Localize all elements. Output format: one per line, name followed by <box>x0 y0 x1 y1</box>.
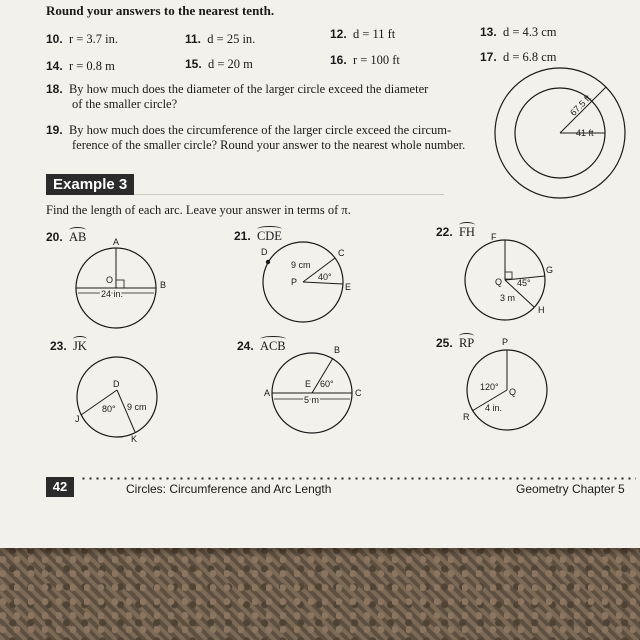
svg-text:H: H <box>538 305 545 315</box>
footer-dotted-rule <box>80 477 636 480</box>
svg-text:45°: 45° <box>517 278 531 288</box>
inner-radius-label: 41 ft <box>576 128 594 138</box>
outer-radius-label: 67.5 ft <box>568 92 593 118</box>
svg-text:3 m: 3 m <box>500 293 516 303</box>
question-19: 19. By how much does the circumference of the larger circle exceed the circum- <box>46 123 452 137</box>
footer-title: Circles: Circumference and Arc Length <box>126 482 332 496</box>
svg-text:B: B <box>334 345 341 355</box>
svg-text:B: B <box>160 280 167 290</box>
svg-text:Q: Q <box>495 277 503 287</box>
figure-21 <box>255 242 365 332</box>
problem-11: 11. d = 25 in. <box>185 32 256 46</box>
arc-problem-24: 24. ACB <box>237 339 286 353</box>
concentric-circles-figure <box>490 70 630 210</box>
example-instruction: Find the length of each arc. Leave your answer in terms of π. <box>46 203 351 217</box>
svg-text:4 in.: 4 in. <box>485 403 503 413</box>
svg-text:O: O <box>106 275 114 285</box>
svg-text:9 cm: 9 cm <box>127 402 147 412</box>
svg-text:A: A <box>264 388 271 398</box>
svg-text:E: E <box>345 282 352 292</box>
svg-text:E: E <box>305 379 312 389</box>
svg-text:G: G <box>546 265 554 275</box>
svg-text:120°: 120° <box>480 382 499 392</box>
arc-problem-25: 25. RP <box>436 336 475 350</box>
svg-text:K: K <box>131 434 138 444</box>
question-18-line2: of the smaller circle? <box>72 97 178 111</box>
arc-problem-22: 22. FH <box>436 225 475 239</box>
figure-23 <box>75 350 165 445</box>
problem-13: 13. d = 4.3 cm <box>480 25 557 39</box>
figure-25 <box>460 337 560 435</box>
arc-problem-21: 21. CDE <box>234 229 282 243</box>
svg-text:C: C <box>338 248 345 258</box>
svg-text:A: A <box>113 237 120 247</box>
figure-24 <box>262 345 372 435</box>
arc-problem-23: 23. JK <box>50 339 87 353</box>
carpet-background <box>0 540 640 640</box>
svg-text:J: J <box>75 414 80 424</box>
page-number: 42 <box>46 477 74 497</box>
problem-16: 16. r = 100 ft <box>330 53 400 67</box>
question-18: 18. By how much does the diameter of the larger circle exceed the diameter <box>46 82 429 96</box>
svg-text:C: C <box>355 388 362 398</box>
problem-17: 17. d = 6.8 cm <box>480 50 557 64</box>
svg-text:D: D <box>261 247 268 257</box>
problem-14: 14. r = 0.8 m <box>46 59 115 73</box>
svg-text:80°: 80° <box>102 404 116 414</box>
footer-chapter: Geometry Chapter 5 <box>516 482 625 496</box>
problem-15: 15. d = 20 m <box>185 57 253 71</box>
figure-20 <box>70 238 170 338</box>
svg-text:60°: 60° <box>320 379 334 389</box>
problem-10: 10. r = 3.7 in. <box>46 32 118 46</box>
example-divider <box>134 194 444 195</box>
svg-text:F: F <box>491 232 497 242</box>
svg-text:D: D <box>113 379 120 389</box>
problem-12: 12. d = 11 ft <box>330 27 396 41</box>
svg-text:R: R <box>463 412 470 422</box>
svg-text:5 m: 5 m <box>304 395 320 405</box>
svg-text:9 cm: 9 cm <box>291 260 311 270</box>
svg-text:40°: 40° <box>318 272 332 282</box>
question-19-line2: ference of the smaller circle? Round your answer to the nearest whole number. <box>72 138 466 152</box>
figure-22 <box>460 232 570 325</box>
svg-text:P: P <box>502 337 509 347</box>
svg-text:24 in.: 24 in. <box>101 289 124 299</box>
svg-text:Q: Q <box>509 387 517 397</box>
example-3-badge: Example 3 <box>46 174 134 195</box>
instruction-text: Round your answers to the nearest tenth. <box>46 3 275 18</box>
svg-text:P: P <box>291 277 298 287</box>
arc-problem-20: 20. AB <box>46 230 87 244</box>
